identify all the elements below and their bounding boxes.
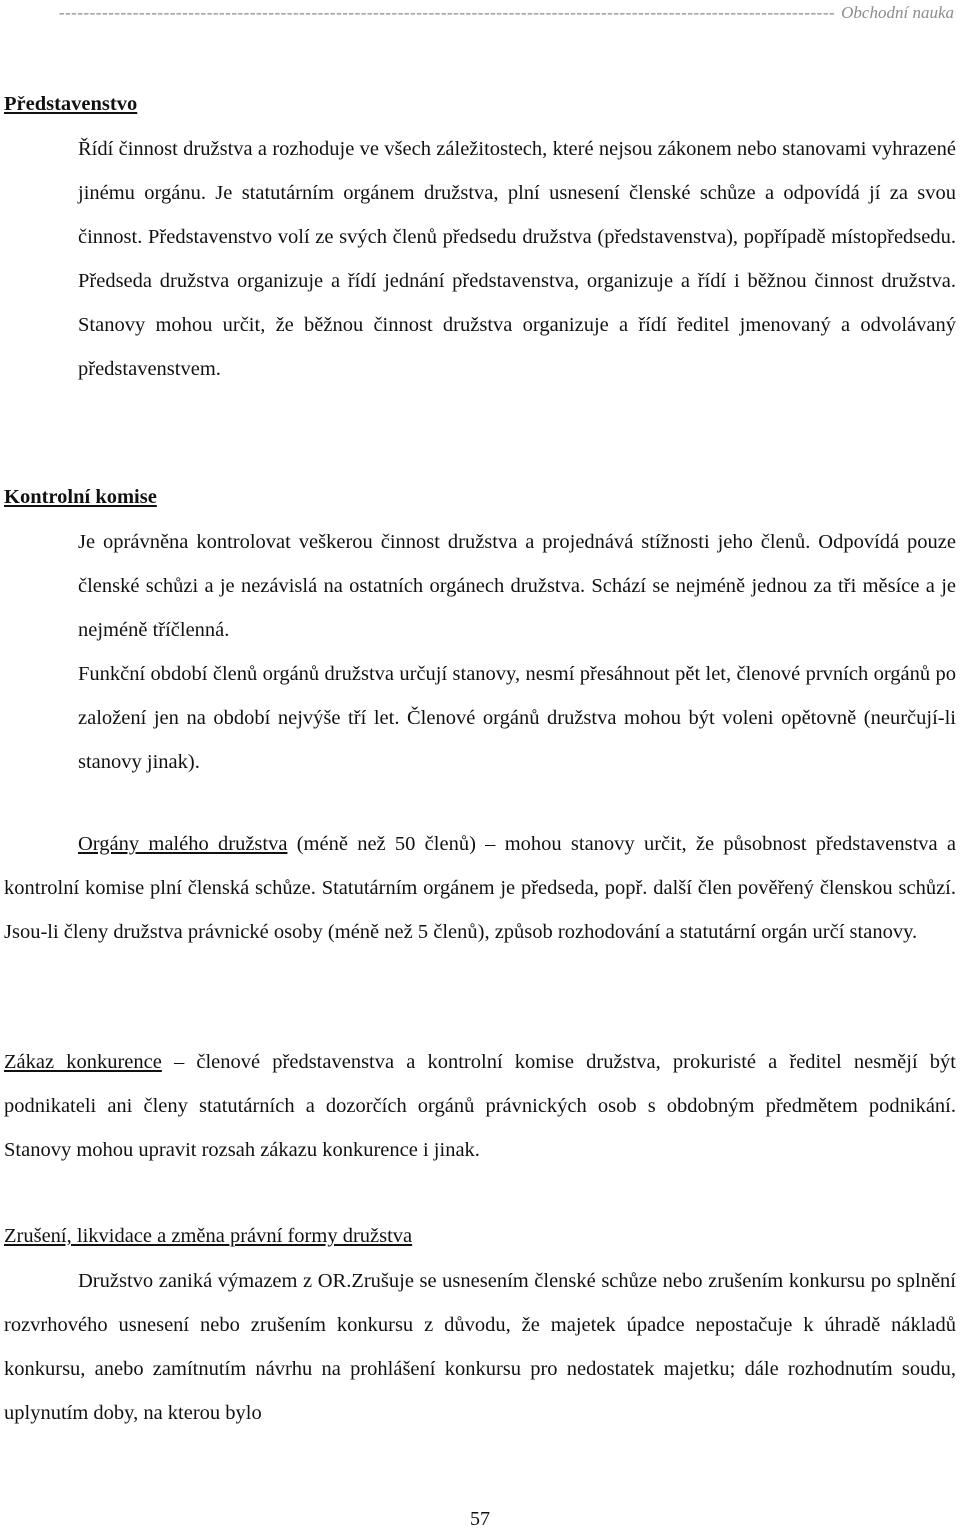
paragraph-predstavenstvo: Řídí činnost družstva a rozhoduje ve všech záležitostech, které nejsou zákonem nebo stanovami vyhrazené jinému orgánu. Je statutárním orgánem družstva, plní usnesení členské schůze a odpovídá jí za svou činnost. Představenstvo volí ze svých členů předsedu družstva (představenstva), popřípadě místopředsedu. Předseda družstva organizuje a řídí jednání představenstva, organizuje a řídí i běžnou činnost družstva. Stanovy mohou určit, že běžnou činnost družstva organizuje a řídí ředitel jmenovaný a odvolávaný představenstvem. xyxy=(78,138,956,380)
paragraph-organy-maleho-druzstva xyxy=(4,822,956,954)
term-organy-maleho-druzstva: Orgány malého družstva xyxy=(78,833,288,855)
paragraph-kontrolni-komise-2: Funkční období členů orgánů družstva určují stanovy, nesmí přesáhnout pět let, členové prvních orgánů po založení jen na období nejvýše tří let. Členové orgánů družstva mohou být voleni opětovně (neurčují-li stanovy jinak). xyxy=(78,663,956,773)
header-title: Obchodní nauka xyxy=(841,3,954,21)
heading-predstavenstvo: Představenstvo xyxy=(4,93,138,115)
section-predstavenstvo xyxy=(4,92,956,391)
paragraph-zruseni: Družstvo zaniká výmazem z OR.Zrušuje se usnesením členské schůze nebo zrušením konkursu po splnění rozvrhového usnesení nebo zrušením konkursu z důvodu, že majetek úpadce nepostačuje k úhradě nákladů konkursu, anebo zamítnutím návrhu na prohlášení konkursu pro nedostatek majetku; dále rozhodnutím soudu, uplynutím doby, na kterou bylo xyxy=(4,1270,956,1424)
text-zakaz-konkurence: – členové představenstva a kontrolní komise družstva, prokuristé a ředitel nesmějí být podnikateli ani členy statutárních a dozorčích orgánů právnických osob s obdobným předmětem podnikání. Stanovy mohou upravit rozsah zákazu konkurence i jinak. xyxy=(4,1051,956,1161)
term-zakaz-konkurence: Zákaz konkurence xyxy=(4,1051,162,1073)
heading-kontrolni-komise: Kontrolní komise xyxy=(4,486,157,508)
heading-zruseni: Zrušení, likvidace a změna právní formy družstva xyxy=(4,1225,413,1247)
paragraph-kontrolni-komise-1: Je oprávněna kontrolovat veškerou činnost družstva a projednává stížnosti jeho členů. Odpovídá pouze členské schůzi a je nezávislá na ostatních orgánech družstva. Schází se nejméně jednou za tři měsíce a je nejméně tříčlenná. xyxy=(78,531,956,641)
page-number: 57 xyxy=(470,1508,490,1530)
header-dashes: ------------------------------------------------------------------------------------------------------------------------------ xyxy=(58,3,836,21)
section-zruseni xyxy=(4,1224,956,1435)
section-organy-maleho-druzstva xyxy=(4,822,956,954)
running-header xyxy=(4,3,954,21)
section-zakaz-konkurence xyxy=(4,1040,956,1172)
text-organy-maleho-druzstva: (méně než 50 členů) – mohou stanovy určit, že působnost představenstva a kontrolní komise plní členská schůze. Statutárním orgánem je předseda, popř. další člen pověřený členskou schůzí. Jsou-li členy družstva právnické osoby (méně než 5 členů), způsob rozhodování a statutární orgán určí stanovy. xyxy=(4,833,956,943)
section-kontrolni-komise xyxy=(4,485,956,784)
paragraph-zakaz-konkurence xyxy=(4,1040,956,1172)
